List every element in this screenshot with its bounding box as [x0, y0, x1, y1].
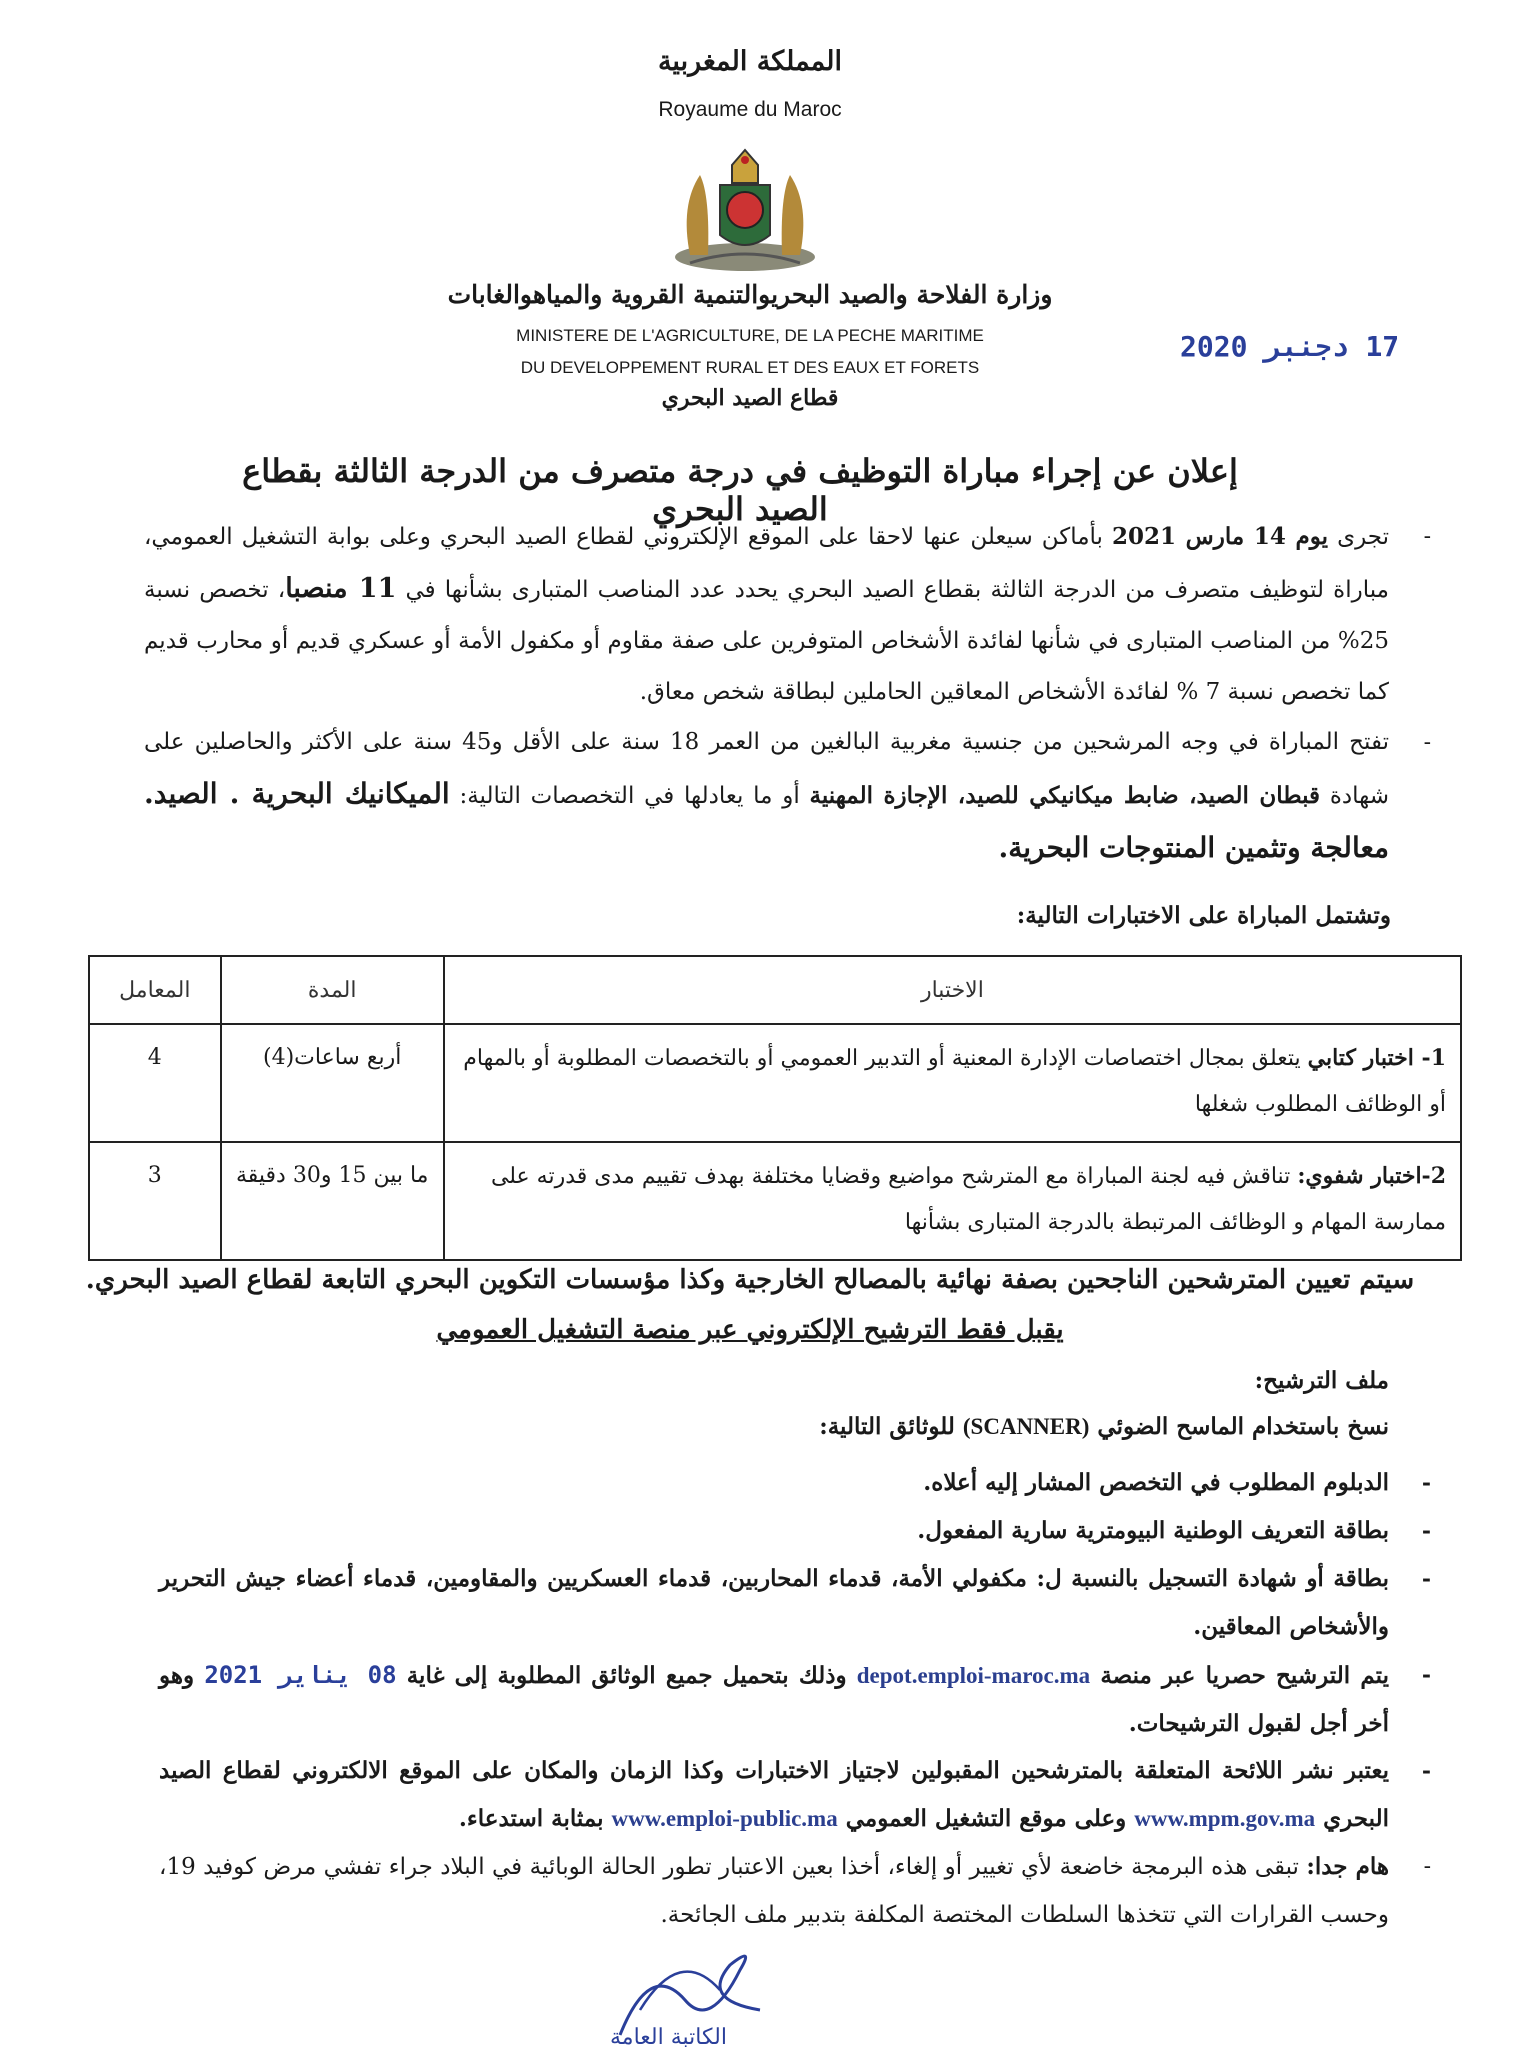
assignment-notice: سيتم تعيين المترشحين الناجحين بصفة نهائية بالمصالح الخارجية وكذا مؤسسات التكوين البحري التابعة لقطاع الصيد البحري. — [85, 1265, 1415, 1295]
signature-text: الكاتبة العامة — [610, 2025, 727, 2048]
table-row — [89, 1024, 1461, 1142]
list-item: - بطاقة التعريف الوطنية البيومترية سارية المفعول. — [159, 1507, 1389, 1555]
exam-date: يوم 14 مارس 2021 — [1111, 523, 1329, 550]
header-coefficient: المعامل — [89, 956, 221, 1024]
kingdom-name-arabic: المملكة المغربية — [657, 46, 843, 77]
list-item: - هام جدا: تبقى هذه البرمجة خاضعة لأي تغيير أو إلغاء، أخذا بعين الاعتبار تطور الحالة الوبائية في البلاد جراء تفشي مرض كوفيد 19، وحسب القرارات التي تتخذها السلطات المختصة المكلفة بتدبير ملف الجائحة. — [159, 1843, 1389, 1939]
bullet-dash: - — [1423, 1854, 1431, 1879]
bullet-dash: - — [1423, 730, 1431, 755]
list-item: - يعتبر نشر اللائحة المتعلقة بالمترشحين المقبولين لاجتياز الاختبارات وكذا الزمان والمكان على الموقع الالكتروني لقطاع الصيد البحري www.mpm.gov.ma وعلى موقع التشغيل العمومي www.emploi-public.ma بمثابة استدعاء. — [159, 1747, 1389, 1843]
signature-icon — [590, 1940, 790, 2048]
mpm-website-link[interactable]: www.mpm.gov.ma — [1134, 1806, 1316, 1831]
online-only-notice: يقبل فقط الترشيح الإلكتروني عبر منصة التشغيل العمومي — [436, 1315, 1064, 1345]
bullet-dash: - — [1423, 524, 1431, 549]
tests-intro: وتشتمل المباراة على الاختبارات التالية: — [1016, 902, 1391, 929]
list-item: - الدبلوم المطلوب في التخصص المشار إليه أعلاه. — [159, 1459, 1389, 1507]
test-coefficient: 3 — [89, 1142, 221, 1260]
paragraph-exam-date: - تجرى يوم 14 مارس 2021 بأماكن سيعلن عنها لاحقا على الموقع الإلكتروني لقطاع الصيد البحري وعلى بوابة التشغيل العمومي، مباراة لتوظيف متصرف من الدرجة الثالثة بقطاع الصيد البحري يحدد عدد المناصب المتبارى بشأنها في 11 منصبا، تخصص نسبة 25% من المناصب المتبارى في شأنها لفائدة الأشخاص المتوفرين على صفة مقاوم أو مكفول الأمة أو عسكري قديم أو محارب قديم كما تخصص نسبة 7 % لفائدة الأشخاص المعاقين الحاملين لبطاقة شخص معاق. — [144, 511, 1389, 718]
tests-table — [88, 955, 1462, 1261]
ministry-name-french-line1: MINISTERE DE L'AGRICULTURE, DE LA PECHE MARITIME — [516, 326, 984, 345]
table-header-row — [89, 956, 1461, 1024]
header-duration: المدة — [221, 956, 444, 1024]
test-duration: أربع ساعات(4) — [221, 1024, 444, 1142]
required-certificates: قبطان الصيد، ضابط ميكانيكي للصيد، الإجازة المهنية — [809, 782, 1321, 809]
announcement-title: إعلان عن إجراء مباراة التوظيف في درجة متصرف من الدرجة الثالثة بقطاع الصيد البحري — [242, 452, 1238, 528]
list-item: - يتم الترشيح حصريا عبر منصة depot.emploi-maroc.ma وذلك بتحميل جميع الوثائق المطلوبة إلى غاية 08 يناير 2021 وهو أخر أجل لقبول الترشيحات. — [159, 1651, 1389, 1748]
positions-count: 11 منصبا — [285, 573, 397, 604]
bullet-dash: - — [1421, 1758, 1431, 1784]
ministry-name-arabic: وزارة الفلاحة والصيد البحريوالتنمية القروية والمياهوالغابات — [447, 280, 1053, 309]
test-description: 1- اختبار كتابي يتعلق بمجال اختصاصات الإدارة المعنية أو التدبير العمومي أو بالتخصصات المطلوبة أو بالمهام أو الوظائف المطلوب شغلها — [444, 1024, 1461, 1142]
test-description: 2-اختبار شفوي: تناقش فيه لجنة المباراة مع المترشح مواضيع وقضايا مختلفة بهدف تقييم مدى قدرته على ممارسة المهام و الوظائف المرتبطة بالدرجة المتبارى بشأنها — [444, 1142, 1461, 1260]
list-item: - بطاقة أو شهادة التسجيل بالنسبة ل: مكفولي الأمة، قدماء المحاربين، قدماء العسكريين والمقاومين، قدماء أعضاء جيش التحرير والأشخاص المعاقين. — [159, 1555, 1389, 1651]
required-specialties: الميكانيك البحرية . الصيد. معالجة وتثمين المنتوجات البحرية. — [144, 777, 1389, 864]
emploi-public-link[interactable]: www.emploi-public.ma — [611, 1806, 838, 1831]
header-test: الاختبار — [444, 956, 1461, 1024]
bullet-dash: - — [1421, 1662, 1431, 1688]
scan-instruction: نسخ باستخدام الماسح الضوئي (SCANNER) للوثائق التالية: — [819, 1413, 1389, 1440]
depot-platform-link[interactable]: depot.emploi-maroc.ma — [856, 1663, 1091, 1688]
bullet-dash: - — [1421, 1518, 1431, 1544]
application-file-label: ملف الترشيح: — [1254, 1367, 1389, 1394]
table-row — [89, 1142, 1461, 1260]
test-coefficient: 4 — [89, 1024, 221, 1142]
ministry-name-french-line2: DU DEVELOPPEMENT RURAL ET DES EAUX ET FORETS — [520, 358, 980, 377]
bullet-dash: - — [1421, 1470, 1431, 1496]
kingdom-name-french: Royaume du Maroc — [658, 98, 842, 121]
paragraph-eligibility: - تفتح المباراة في وجه المرشحين من جنسية مغربية البالغين من العمر 18 سنة على الأقل و45 سنة على الأكثر والحاصلين على شهادة قبطان الصيد، ضابط ميكانيكي للصيد، الإجازة المهنية أو ما يعادلها في التخصصات التالية: الميكانيك البحرية . الصيد. معالجة وتثمين المنتوجات البحرية. — [144, 717, 1389, 876]
deadline-date-stamp: 08 يناير 2021 — [204, 1661, 397, 1689]
test-duration: ما بين 15 و30 دقيقة — [221, 1142, 444, 1260]
coat-of-arms-icon — [670, 145, 820, 273]
bullet-dash: - — [1421, 1566, 1431, 1592]
date-stamp: 17 دجنبر 2020 — [1180, 330, 1400, 363]
sector-name: قطاع الصيد البحري — [661, 385, 839, 411]
